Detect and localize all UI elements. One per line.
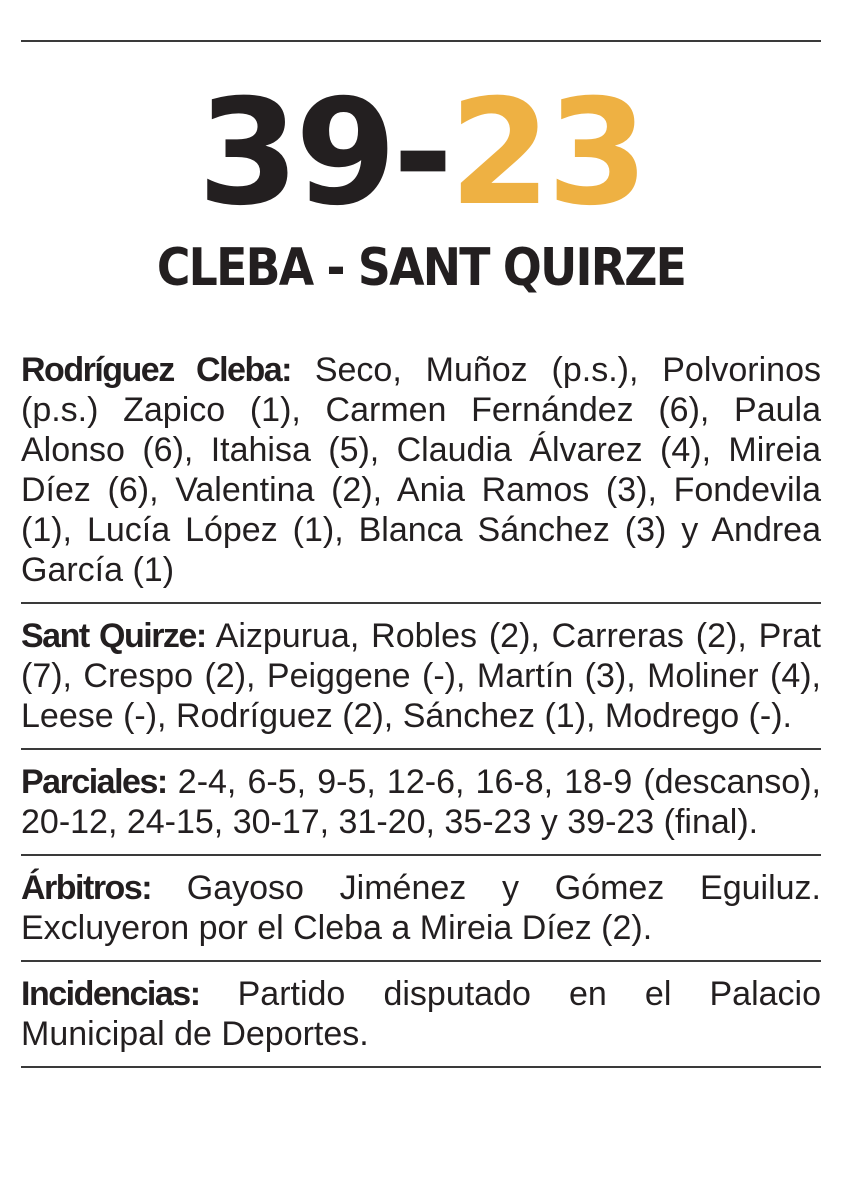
final-score (21, 68, 821, 238)
away-lineup-section (21, 604, 821, 748)
home-lineup-section (21, 338, 821, 602)
referees-label: Árbitros: (21, 869, 152, 907)
top-divider (21, 40, 821, 42)
home-lineup-label: Rodríguez Cleba: (21, 351, 291, 389)
teams-title: CLEBA - SANT QUIRZE (156, 238, 686, 298)
away-lineup-label: Sant Quirze: (21, 617, 206, 655)
incidents-section (21, 962, 821, 1066)
referees-text: Gayoso Jiménez y Gómez Eguiluz. Excluyeron por el Cleba a Mireia Díez (2). (21, 869, 821, 947)
score-separator: - (392, 68, 450, 238)
match-summary-card (21, 40, 821, 1068)
away-lineup-text: Aizpurua, Robles (2), Carreras (2), Prat (7), Crespo (2), Peiggene (-), Martín (3), Moliner (4), Leese (-), Rodríguez (2), Sánchez (1), Modrego (-). (21, 617, 821, 735)
partials-section (21, 750, 821, 854)
incidents-label: Incidencias: (21, 975, 200, 1013)
referees-section (21, 856, 821, 960)
partials-label: Parciales: (21, 763, 167, 801)
incidents-text: Partido disputado en el Palacio Municipal de Deportes. (21, 975, 821, 1053)
bottom-divider (21, 1066, 821, 1068)
away-score: 23 (449, 68, 645, 238)
home-score: 39 (197, 68, 393, 238)
home-lineup-text: Seco, Muñoz (p.s.), Polvorinos (p.s.) Zapico (1), Carmen Fernández (6), Paula Alonso (6), Itahisa (5), Claudia Álvarez (4), Mireia Díez (6), Valentina (2), Ania Ramos (3), Fondevila (1), Lucía López (1), Blanca Sánchez (3) y Andrea García (1) (21, 351, 821, 589)
partials-text: 2-4, 6-5, 9-5, 12-6, 16-8, 18-9 (descanso), 20-12, 24-15, 30-17, 31-20, 35-23 y 39-23 (final). (21, 763, 821, 841)
